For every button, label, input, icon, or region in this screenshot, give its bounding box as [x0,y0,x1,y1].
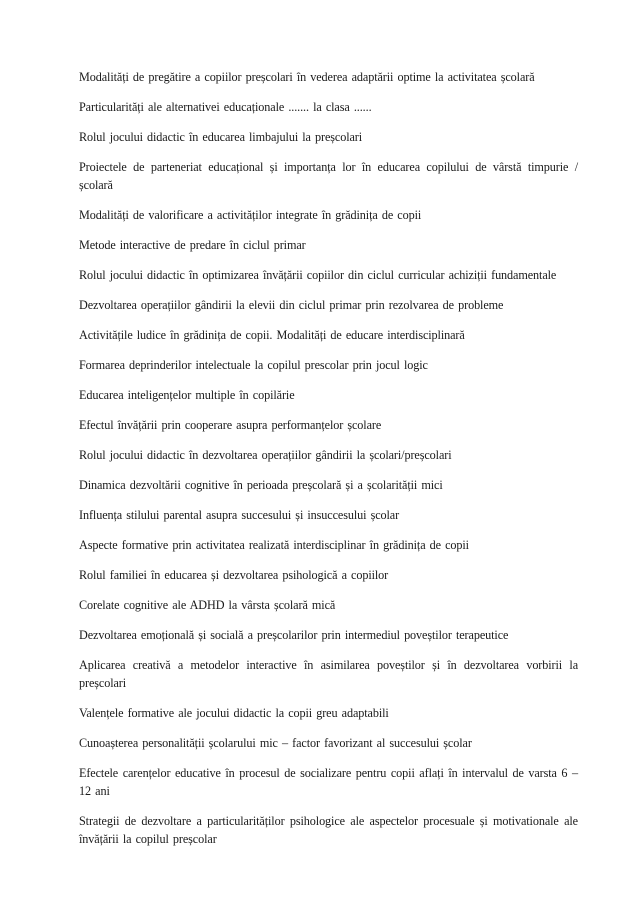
topic-item: Activitățile ludice în grădinița de copii. Modalități de educare interdisciplinară [79,328,465,342]
topic-item: Educarea inteligențelor multiple în copilărie [79,388,295,402]
topic-item: Rolul jocului didactic în optimizarea învățării copiilor din ciclul curricular achiziții fundamentale [79,268,557,282]
topic-item: Efectul învățării prin cooperare asupra performanțelor școlare [79,418,382,432]
topic-item: Rolul jocului didactic în dezvoltarea operațiilor gândirii la școlari/preșcolari [79,448,452,462]
topic-item: Aplicarea creativă a metodelor interactive în asimilarea poveștilor și în dezvoltarea vorbirii la preșcolari [79,658,578,690]
topic-item: Rolul jocului didactic în educarea limbajului la preșcolari [79,130,363,144]
topic-item: Modalități de valorificare a activităților integrate în grădinița de copii [79,208,422,222]
topic-item: Strategii de dezvoltare a particularităților psihologice ale aspectelor procesuale și motivationale ale învățării la copilul preșcolar [79,814,578,846]
topic-item: Efectele carențelor educative în procesul de socializare pentru copii aflați în intervalul de varsta 6 – 12 ani [79,766,578,798]
topic-list [79,68,578,848]
topic-item: Valențele formative ale jocului didactic la copii greu adaptabili [79,706,389,720]
topic-item: Aspecte formative prin activitatea realizată interdisciplinar în grădinița de copii [79,538,469,552]
topic-item: Formarea deprinderilor intelectuale la copilul prescolar prin jocul logic [79,358,428,372]
topic-item: Particularități ale alternativei educaționale ....... la clasa ...... [79,100,372,114]
topic-item: Cunoașterea personalității școlarului mic – factor favorizant al succesului școlar [79,736,472,750]
topic-item: Rolul familiei în educarea și dezvoltarea psihologică a copiilor [79,568,389,582]
topic-item: Metode interactive de predare în ciclul primar [79,238,306,252]
topic-item: Modalități de pregătire a copiilor preșcolari în vederea adaptării optime la activitatea școlară [79,70,535,84]
topic-item: Dinamica dezvoltării cognitive în perioada preșcolară și a școlarității mici [79,478,443,492]
topic-item: Dezvoltarea operațiilor gândirii la elevii din ciclul primar prin rezolvarea de probleme [79,298,504,312]
topic-item: Proiectele de parteneriat educațional și importanța lor în educarea copilului de vârstă timpurie / școlară [79,160,578,192]
topic-item: Corelate cognitive ale ADHD la vârsta școlară mică [79,598,336,612]
topic-item: Dezvoltarea emoțională și socială a preșcolarilor prin intermediul poveștilor terapeutice [79,628,509,642]
topic-item: Influența stilului parental asupra succesului și insuccesului școlar [79,508,400,522]
